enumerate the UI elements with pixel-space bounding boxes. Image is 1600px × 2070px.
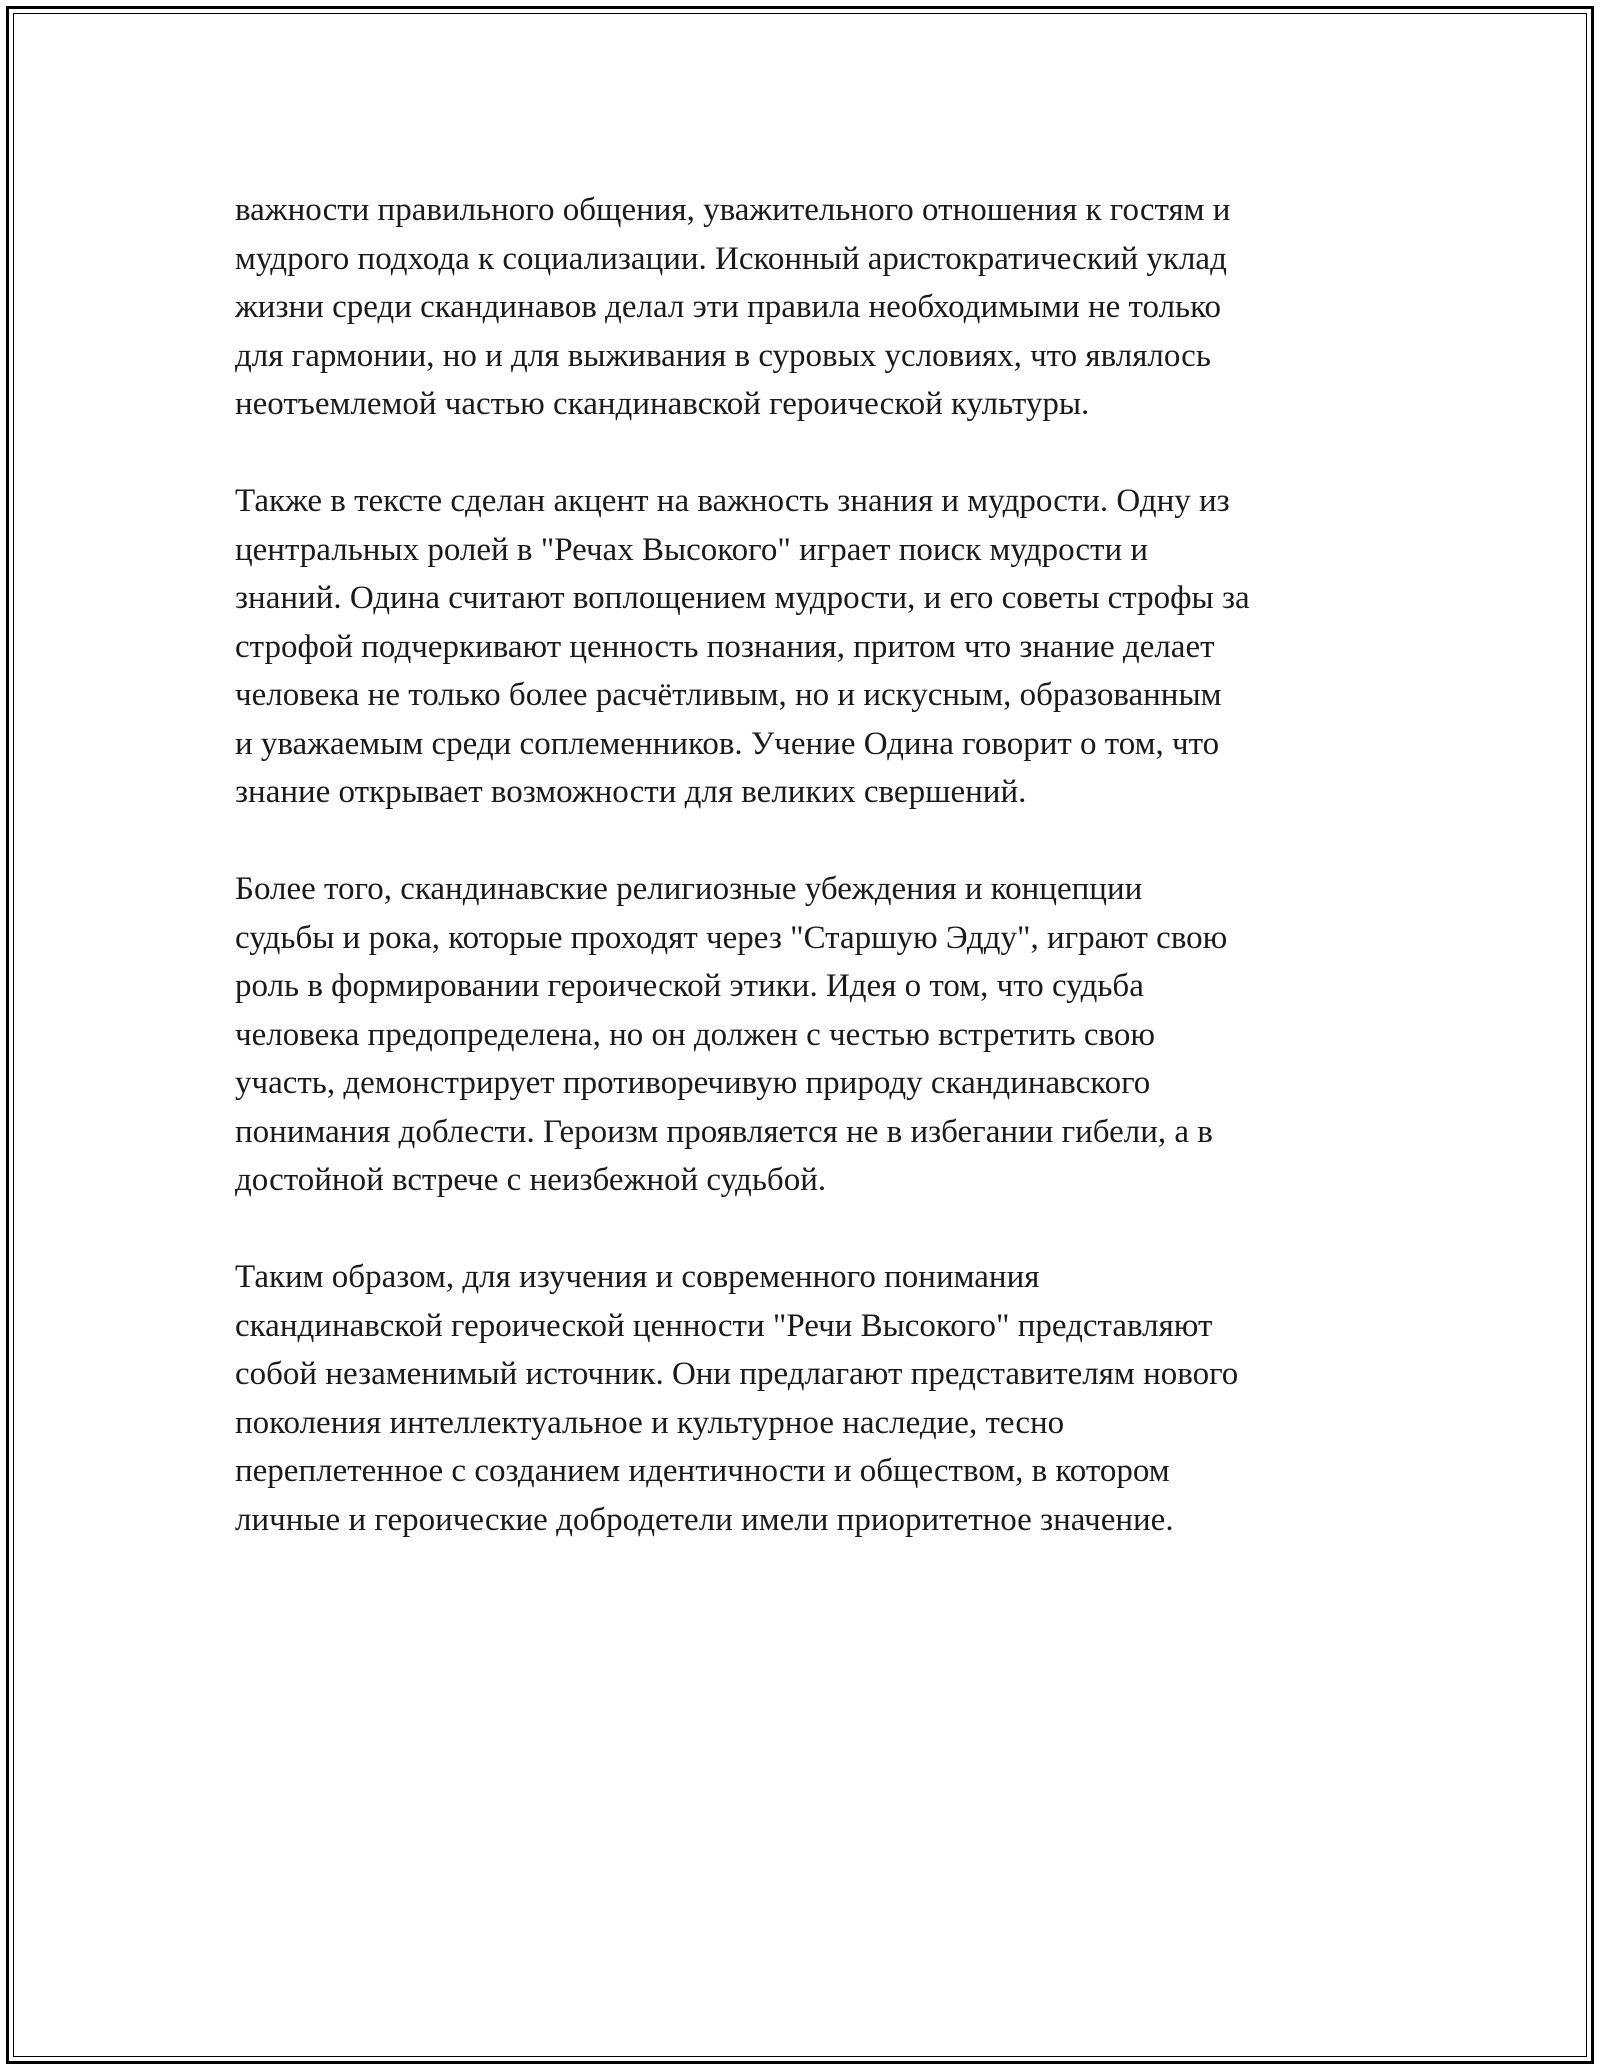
- text-line: понимания доблести. Героизм проявляется не в избегании гибели, а в: [235, 1113, 1213, 1150]
- paragraph-1: [235, 186, 1385, 429]
- text-line: знание открывает возможности для великих свершений.: [235, 774, 1027, 810]
- text-line: Более того, скандинавские религиозные убеждения и концепции: [235, 871, 1143, 907]
- text-line: переплетенное с созданием идентичности и обществом, в котором: [235, 1453, 1170, 1489]
- text-line: Также в тексте сделан акцент на важность знания и мудрости. Одну из: [235, 483, 1230, 519]
- text-line: неотъемлемой частью скандинавской героической культуры.: [235, 386, 1090, 422]
- text-line: для гармонии, но и для выживания в суровых условиях, что являлось: [235, 337, 1211, 374]
- text-line: важности правильного общения, уважительного отношения к гостям и: [235, 192, 1231, 228]
- text-line: и уважаемым среди соплеменников. Учение Одина говорит о том, что: [235, 725, 1220, 762]
- text-line: строфой подчеркивают ценность познания, притом что знание делает: [235, 628, 1215, 665]
- text-line: знаний. Одина считают воплощением мудрости, и его советы строфы за: [235, 580, 1250, 616]
- text-line: мудрого подхода к социализации. Исконный аристократический уклад: [235, 240, 1227, 277]
- text-line: участь, демонстрирует противоречивую природу скандинавского: [235, 1065, 1151, 1101]
- text-line: роль в формировании героической этики. Идея о том, что судьба: [235, 968, 1144, 1004]
- text-line: человека предопределена, но он должен с честью встретить свою: [235, 1016, 1156, 1053]
- paragraph-3: [235, 865, 1385, 1205]
- text-line: достойной встрече с неизбежной судьбой.: [235, 1162, 827, 1198]
- text-line: скандинавской героической ценности "Речи Высокого" представляют: [235, 1307, 1213, 1344]
- text-line: центральных ролей в "Речах Высокого" играет поиск мудрости и: [235, 531, 1149, 568]
- document-body: [235, 186, 1385, 1593]
- text-line: жизни среди скандинавов делал эти правила необходимыми не только: [235, 289, 1221, 325]
- text-line: судьбы и рока, которые проходят через "Старшую Эдду", играют свою: [235, 919, 1228, 956]
- paragraph-4: [235, 1253, 1385, 1544]
- text-line: личные и героические добродетели имели приоритетное значение.: [235, 1501, 1174, 1538]
- text-line: человека не только более расчётливым, но и искусным, образованным: [235, 677, 1222, 713]
- paragraph-2: [235, 477, 1385, 817]
- text-line: собой незаменимый источник. Они предлагают представителям нового: [235, 1356, 1239, 1392]
- text-line: поколения интеллектуальное и культурное наследие, тесно: [235, 1404, 1065, 1441]
- text-line: Таким образом, для изучения и современного понимания: [235, 1259, 1040, 1295]
